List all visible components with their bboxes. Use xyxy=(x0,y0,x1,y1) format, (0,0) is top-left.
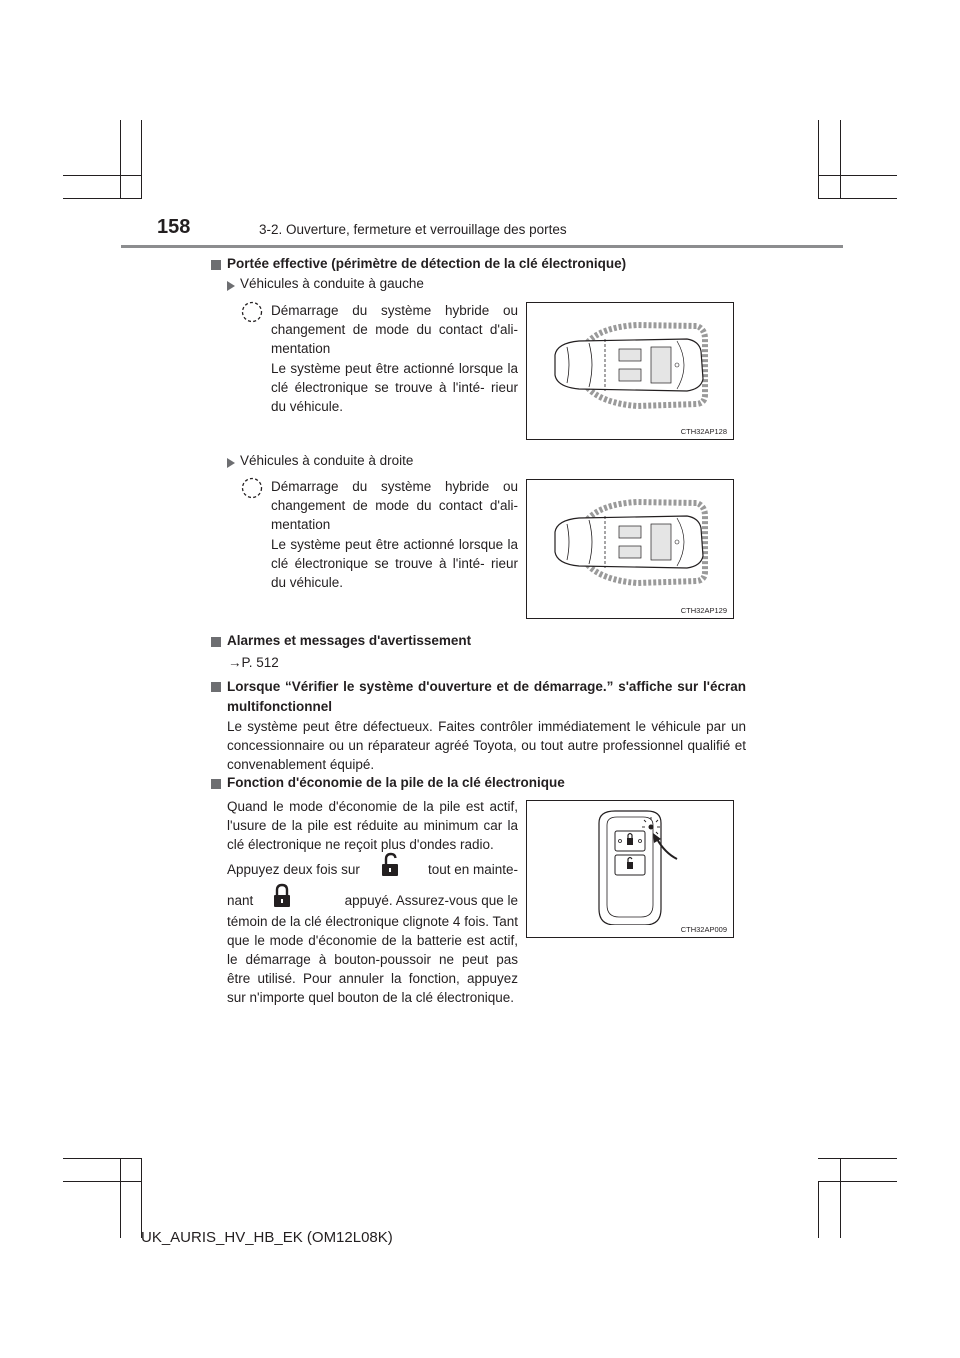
right-drive-para2: Le système peut être actionné lorsque la clé électronique se trouve à l'inté- rieur du véhicule. xyxy=(271,537,518,590)
crop-mark xyxy=(63,175,142,176)
check-system-heading xyxy=(211,677,746,717)
crop-mark xyxy=(141,120,142,199)
triangle-bullet-icon xyxy=(227,458,235,468)
crop-mark xyxy=(818,1181,897,1182)
figure-label: CTH32AP009 xyxy=(680,925,727,934)
crop-mark xyxy=(840,120,841,199)
crop-mark xyxy=(818,120,819,199)
left-drive-para1: Démarrage du système hybride ou changement de mode du contact d'ali- mentation xyxy=(271,303,518,356)
crop-mark xyxy=(141,1158,142,1238)
right-drive-figure xyxy=(526,479,734,619)
figure-label: CTH32AP128 xyxy=(680,427,727,436)
car-topview-diagram xyxy=(527,303,733,425)
alarms-title: Alarmes et messages d'avertissement xyxy=(227,633,472,648)
check-system-body: Le système peut être défectueux. Faites contrôler immédiatement le véhicule par un concessionnaire ou un réparateur agréé Toyota, ou tout autre professionnel qualifié et convenablement équipé. xyxy=(227,719,746,772)
left-drive-figure xyxy=(526,302,734,440)
battery-title: Fonction d'économie de la pile de la clé électronique xyxy=(227,775,565,790)
battery-line-b2: appuyé. Assurez-vous que le xyxy=(344,893,518,908)
header-rule xyxy=(121,245,843,248)
crop-mark xyxy=(818,1181,819,1238)
right-drive-title: Véhicules à conduite à droite xyxy=(240,453,414,468)
crop-mark xyxy=(63,1158,142,1159)
smart-key-figure xyxy=(526,800,734,938)
battery-para1: Quand le mode d'économie de la pile est actif, l'usure de la pile est réduite au minimum car la clé électronique ne reçoit plus d'ondes radio. xyxy=(227,799,518,852)
right-drive-para1: Démarrage du système hybride ou changement de mode du contact d'ali- mentation xyxy=(271,479,518,532)
crop-mark xyxy=(818,198,897,199)
battery-line-a1: Appuyez deux fois sur xyxy=(227,862,360,877)
figure-label: CTH32AP129 xyxy=(680,606,727,615)
page-reference: →P. 512 xyxy=(228,655,279,670)
battery-line-b1: nant xyxy=(227,893,254,908)
crop-mark xyxy=(120,1158,121,1238)
battery-line-a2: tout en mainte- xyxy=(427,862,518,877)
range-title: Portée effective (périmètre de détection de la clé électronique) xyxy=(227,256,627,271)
crop-mark xyxy=(818,1158,897,1159)
check-system-title: Lorsque “Vérifier le système d'ouverture et de démarrage.” s'affiche sur l'écran multifonctionnel xyxy=(227,679,746,714)
battery-para3: témoin de la clé électronique clignote 4 fois. Tant que le mode d'économie de la batterie est actif, le démarrage à bouton-poussoir ne peut pas être utilisé. Pour annuler la fonction, appuyez sur n'importe quel bouton de la clé électronique. xyxy=(227,914,518,1005)
section-title: 3-2. Ouverture, fermeture et verrouillage des portes xyxy=(259,222,567,237)
triangle-bullet-icon xyxy=(227,281,235,291)
left-drive-title: Véhicules à conduite à gauche xyxy=(240,276,424,291)
crop-mark xyxy=(840,1158,841,1238)
document-code: UK_AURIS_HV_HB_EK (OM12L08K) xyxy=(141,1229,393,1246)
dashed-circle-icon xyxy=(241,301,263,323)
lock-icon xyxy=(271,883,293,909)
car-topview-diagram xyxy=(527,480,733,604)
bullet-square-icon xyxy=(211,682,221,692)
bullet-square-icon xyxy=(211,637,221,647)
crop-mark xyxy=(120,120,121,199)
smart-key-illustration xyxy=(527,801,733,925)
unlock-icon xyxy=(379,852,401,878)
crop-mark xyxy=(63,198,142,199)
left-drive-para2: Le système peut être actionné lorsque la clé électronique se trouve à l'inté- rieur du véhicule. xyxy=(271,361,518,414)
page-number: 158 xyxy=(157,216,191,238)
bullet-square-icon xyxy=(211,779,221,789)
crop-mark xyxy=(818,175,897,176)
bullet-square-icon xyxy=(211,260,221,270)
dashed-circle-icon xyxy=(241,477,263,499)
crop-mark xyxy=(63,1181,142,1182)
